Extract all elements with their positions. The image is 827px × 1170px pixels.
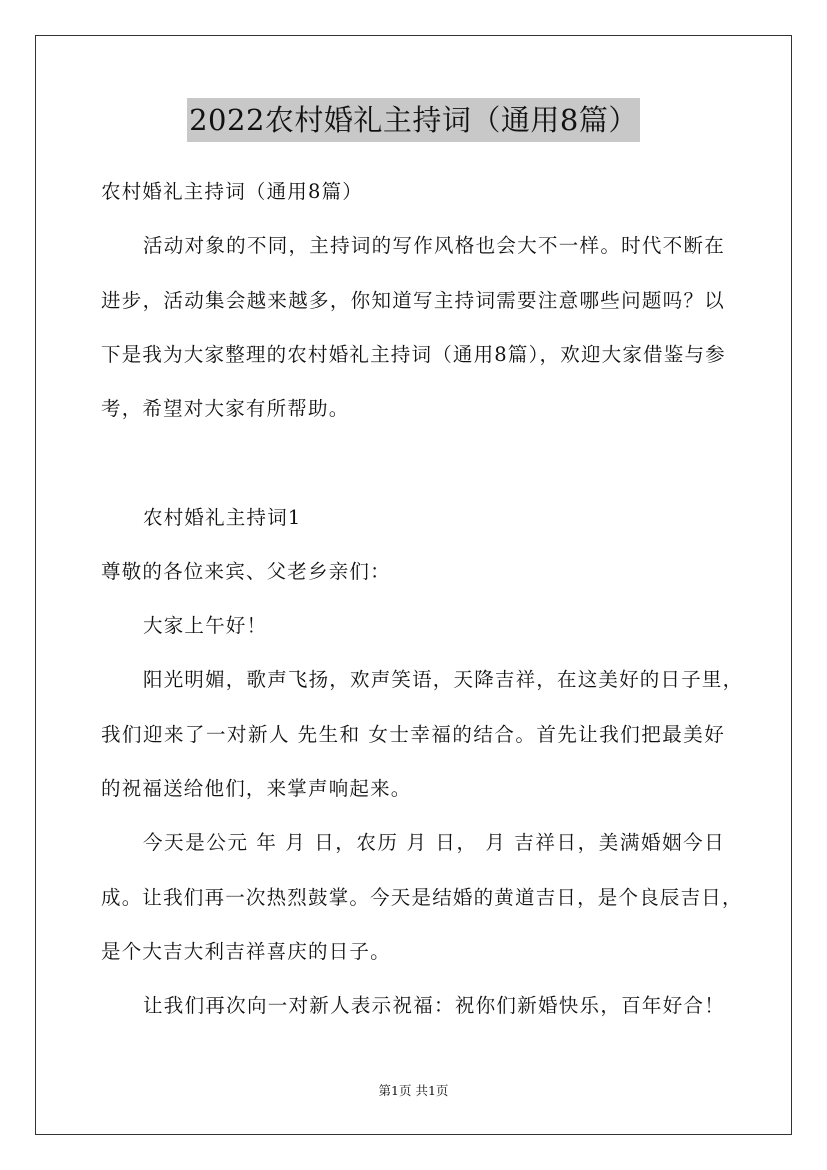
para2-line-3: 是个大吉大利吉祥喜庆的日子。 bbox=[101, 940, 391, 963]
para1-line-1: 阳光明媚，歌声飞扬，欢声笑语，天降吉祥，在这美好的日子里， bbox=[143, 668, 744, 691]
intro-line-3: 下是我为大家整理的农村婚礼主持词（通用8篇），欢迎大家借鉴与参 bbox=[101, 343, 726, 366]
document-subtitle: 农村婚礼主持词（通用8篇） bbox=[101, 180, 364, 203]
document-title: 2022农村婚礼主持词（通用8篇） bbox=[187, 98, 640, 142]
intro-line-2: 进步，活动集会越来越多，你知道写主持词需要注意哪些问题吗？以 bbox=[101, 289, 725, 312]
para2-line-1: 今天是公元 年 月 日，农历 月 日， 月 吉祥日，美满婚姻今日 bbox=[143, 831, 725, 854]
para1-line-3: 的祝福送给他们，来掌声响起来。 bbox=[101, 777, 412, 800]
title-container bbox=[0, 98, 827, 142]
page-footer: 第1页 共1页 bbox=[378, 1083, 449, 1098]
section-heading: 农村婚礼主持词1 bbox=[143, 506, 302, 529]
intro-line-1: 活动对象的不同，主持词的写作风格也会大不一样。时代不断在 bbox=[143, 234, 725, 257]
para1-line-2: 我们迎来了一对新人 先生和 女士幸福的结合。首先让我们把最美好 bbox=[101, 723, 725, 746]
para3-line: 让我们再次向一对新人表示祝福：祝你们新婚快乐，百年好合！ bbox=[143, 994, 725, 1017]
hello-line: 大家上午好！ bbox=[143, 614, 268, 637]
para2-line-2: 成。让我们再一次热烈鼓掌。今天是结婚的黄道吉日，是个良辰吉日， bbox=[101, 886, 743, 909]
greeting-line: 尊敬的各位来宾、父老乡亲们： bbox=[101, 560, 391, 583]
intro-line-4: 考，希望对大家有所帮助。 bbox=[101, 397, 350, 420]
